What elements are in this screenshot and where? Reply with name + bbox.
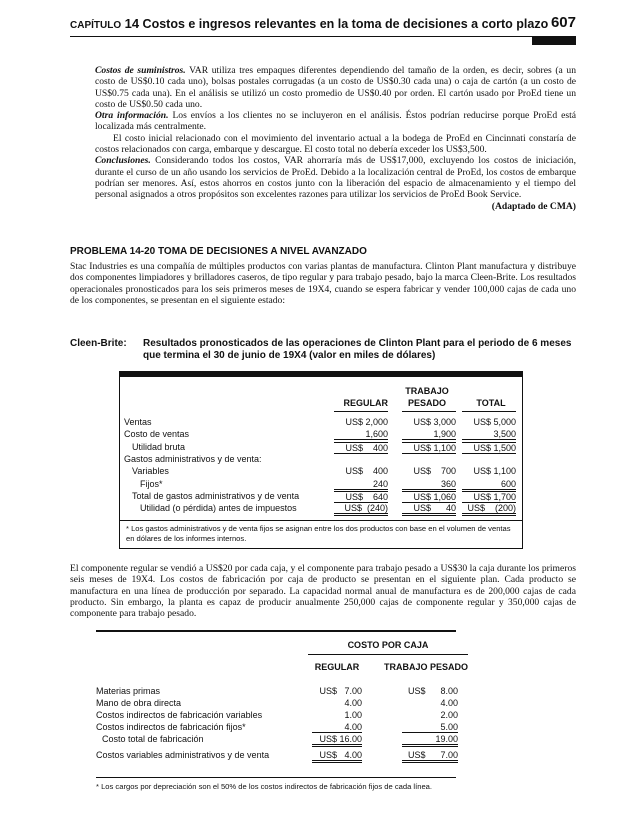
table1-cell-pesado: US$ 700 [413,466,456,477]
table2-row-label: Costo total de fabricación [102,734,204,744]
table2-row-label: Costos indirectos de fabricación variables [96,710,263,720]
table1-cell-total: US$ (200) [462,503,516,516]
table1-row-label: Fijos* [140,478,163,489]
table1-cell-regular: US$ 2,000 [345,417,388,427]
chapter-number: 14 [124,16,140,31]
initial-cost-paragraph: El costo inicial relacionado con el movimiento del inventario actual a la bodega de ProEd en Cincinnati constaría de costos relacionados con carga, embarque y descargue. El costo total no debería exceder los US$3,500. [95,132,576,156]
table2-cell-pesado: US$ 8.00 [407,686,458,696]
table2-cell-regular: 1.00 [344,710,362,720]
table2-cell-regular: US$ 7.00 [319,686,362,696]
table1-cell-regular: US$ 400 [345,466,388,477]
conclusions-text: Considerando todos los costos, VAR ahorraría más de US$17,000, excluyendo los costos de iniciación, durante el curso de un año usando los servicios de ProEd. Debido a la localización central de ProEd, los costos de embarque podrían ser menores. Así, estos ahorros en costos junto con la liberación del espacio de almacenamiento y el tiempo del personal asignados a otros propósitos son excelentes razones para utilizar los servicios de ProEd Book Service. [95,155,576,201]
table2-cell-pesado: US$ 7.00 [402,750,458,763]
header-underline-pesado [402,411,456,412]
table1-cell-regular: US$ (240) [334,503,388,516]
table2-cell-pesado: 4.00 [440,698,458,708]
table1-cell-total: 3,500 [462,429,516,440]
table2-cell-regular: US$ 16.00 [312,734,362,747]
table1-cell-pesado: US$ 40 [402,503,456,516]
header-rule [70,36,576,37]
table1-cell-regular: US$ 400 [334,442,388,454]
table1-cell-pesado: US$ 1,100 [402,442,456,454]
header-tab-marker [532,37,576,45]
group-header-underline [308,654,468,655]
table1-row-label: Utilidad (o pérdida) antes de impuestos [140,503,297,514]
group-header: COSTO POR CAJA [347,640,429,650]
table2-row-label: Materias primas [96,686,161,696]
chapter-title-text: Costos e ingresos relevantes en la toma de decisiones a corto plazo [142,17,549,31]
table1-top-bar [120,372,522,377]
supplies-text: VAR utiliza tres empaques diferentes dependiendo del tamaño de la orden, es decir, sobres (a un costo de US$0.10 cada uno), bolsas postales corrugadas (a un costo de US$0.30 cada una) o caja de cartón (a un costo de US$0.75 cada una). En el análisis se utilizó un costo promedio de US$0.40 por orden. El cartón usado por ProEd tiene un costo de US$0.50 cada uno. [95,65,576,110]
table1-cell-pesado: 360 [402,479,456,490]
table1-row-label: Utilidad bruta [132,441,186,452]
table1-cell-total: 600 [462,479,516,490]
table1-caption: Resultados pronosticados de las operaciones de Clinton Plant para el periodo de 6 meses que termina el 30 de junio de 19X4 (valor en miles de dólares) [143,338,572,361]
table1-row-label: Total de gastos administrativos y de venta [132,490,300,501]
supplies-paragraph [95,65,576,110]
col-header-total: TOTAL [476,398,506,408]
middle-text: El componente regular se vendió a US$20 por cada caja, y el componente para trabajo pesado a US$30 la caja durante los primeros seis meses de 19X4. Los costos de fabricación por caja de producto se presentan en el siguiente plan. Cada producto se manufactura en una línea de producción por separado. La capacidad normal anual de manufactura es de 200,000 cajas de cada producto. Sin embargo, la planta es capaz de producir anualmente 250,000 cajas de componente regular y 350,000 cajas de componente para trabajo pesado. [70,563,576,620]
table2-row-label: Costos variables administrativos y de venta [96,750,270,760]
table2-row-label: Mano de obra directa [96,698,182,708]
table1-cell-pesado: US$ 1,060 [402,491,456,503]
col-header-regular-2: REGULAR [314,662,360,672]
table1-row-label: Gastos administrativos y de venta: [124,453,262,464]
col-header-regular: REGULAR [343,398,388,408]
col-header-trabajo: TRABAJO [405,386,449,396]
table1-cell-regular: US$ 640 [334,491,388,503]
table1-footnote: * Los gastos administrativos y de venta fijos se asignan entre los dos productos con base en el volumen de ventas en dólares de los informes internos. [126,524,511,543]
operations-table [119,371,523,549]
problem-text: Stac Industries es una compañía de múltiples productos con varias plantas de manufactura. Clinton Plant manufactura y distribuye dos componentes limpiadores y brilladores caseros, de tipo regular y para trabajo pesado, bajo la marca Cleen-Brite. Los resultados operacionales pronosticados para los seis primeros meses de 19X4, cuando se espera fabricar y vender 100,000 cajas de cada uno de los componentes, se presentan en el siguiente estado: [70,261,576,306]
table1-cell-total: US$ 1,700 [462,491,516,503]
problem-heading: PROBLEMA 14-20 TOMA DE DECISIONES A NIVEL AVANZADO [70,246,367,257]
intro-text [95,65,576,212]
conclusions-lead: Conclusiones. [95,155,151,167]
table1-footnote-divider [120,520,522,521]
supplies-lead: Costos de suministros. [95,65,186,76]
table2-cell-pesado: 19.00 [402,734,458,747]
table1-row-label: Costo de ventas [124,429,190,440]
table1-row-label: Ventas [124,417,152,427]
other-info-text: Los envíos a los clientes no se incluyeron en el análisis. Éstos podrían reducirse porque ProEd está localizada más centralmente. [95,110,576,133]
table1-cell-regular: 1,600 [334,429,388,440]
table2-cell-regular: US$ 4.00 [312,750,362,763]
table2-cell-pesado: 5.00 [402,722,458,733]
header-underline-total [462,411,516,412]
table1-cell-total: US$ 1,100 [473,466,516,477]
table2-cell-pesado: 2.00 [440,710,458,720]
page-header [70,12,576,34]
source-note: (Adaptado de CMA) [491,200,576,212]
other-info-lead: Otra información. [95,110,169,122]
chapter-word: CAPÍTULO [70,20,122,31]
conclusions-paragraph [95,155,576,212]
chapter-title [70,16,548,31]
cost-per-case-table [96,630,468,791]
col-header-pesado: PESADO [407,398,446,408]
table1-caption-label: Cleen-Brite: [70,338,127,349]
table1-cell-regular: 240 [334,479,388,490]
col-header-pesado-2: TRABAJO PESADO [383,662,468,672]
table1-cell-pesado: 1,900 [402,429,456,440]
page-number: 607 [550,14,576,31]
table2-top-rule [96,630,456,632]
table2-footnote: * Los cargos por depreciación son el 50% de los costos indirectos de fabricación fijos de cada línea. [96,782,433,791]
table1-cell-pesado: US$ 3,000 [413,417,456,427]
table2-row-label: Costos indirectos de fabricación fijos* [96,722,246,732]
table1-cell-total: US$ 5,000 [473,417,516,427]
other-info-paragraph [95,110,576,133]
header-underline-regular [334,411,388,412]
table1-row-label: Variables [132,466,169,477]
table2-cell-regular: 4.00 [344,698,362,708]
table2-cell-regular: 4.00 [312,722,362,733]
table1-cell-total: US$ 1,500 [462,442,516,454]
table2-bottom-rule [96,777,456,778]
